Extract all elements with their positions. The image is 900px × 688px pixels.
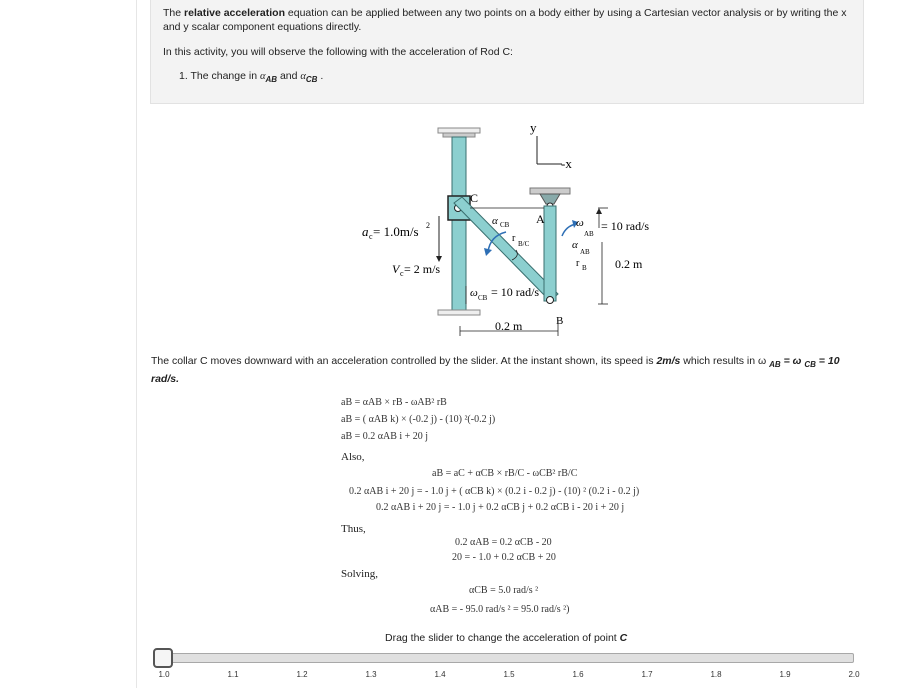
slider-instruction: Drag the slider to change the acceleration of point C <box>385 632 628 644</box>
slider-tick-label: 1.9 <box>779 670 791 679</box>
v-c-label: V <box>392 262 400 276</box>
x-axis-label: -x <box>561 156 572 171</box>
intro-observe-text: In this activity, you will observe the following with the acceleration of Rod C: <box>163 46 513 58</box>
v-c-value: = 2 m/s <box>404 262 441 276</box>
alpha-ab-label: α <box>572 239 578 251</box>
also-label: Also, <box>341 451 365 463</box>
omega-ab-value: = 10 rad/s <box>601 219 650 233</box>
slider-tick-label: 1.8 <box>710 670 722 679</box>
slider-tick-label: 1.7 <box>641 670 653 679</box>
y-axis-label: y <box>530 120 537 135</box>
equation-1: aB = αAB × rB - ωAB² rB <box>341 397 447 408</box>
slider-tick-label: 1.1 <box>227 670 239 679</box>
svg-text:B: B <box>582 264 587 272</box>
equation-9: αCB = 5.0 rad/s ² <box>469 585 539 596</box>
point-b-label: B <box>556 315 564 327</box>
svg-text:CB: CB <box>500 221 510 229</box>
mechanism-figure <box>340 116 670 341</box>
svg-text:CB: CB <box>478 294 488 302</box>
slider-tick-label: 1.0 <box>158 670 170 679</box>
omega-cb-value: = 10 rad/s <box>491 285 540 299</box>
top-left-support <box>438 128 480 133</box>
svg-text:c: c <box>400 269 404 278</box>
slider-tick-label: 1.3 <box>365 670 377 679</box>
svg-text:AB: AB <box>584 230 594 238</box>
bottom-left-support <box>438 310 480 315</box>
equation-8: 20 = - 1.0 + 0.2 αCB + 20 <box>452 552 556 563</box>
slider-tick-label: 1.5 <box>503 670 515 679</box>
omega-cb-label: ω <box>470 287 478 299</box>
solving-label: Solving, <box>341 568 378 580</box>
equation-6: 0.2 αAB i + 20 j = - 1.0 j + 0.2 αCB j + 0.2 αCB i - 20 i + 20 j <box>376 502 625 513</box>
svg-text:AB: AB <box>580 248 590 256</box>
svg-text:B/C: B/C <box>518 240 530 248</box>
slider-tick-label: 1.2 <box>296 670 308 679</box>
slider-tick-label: 2.0 <box>848 670 860 679</box>
thus-label: Thus, <box>341 523 366 535</box>
vertical-guide-rod <box>452 137 466 310</box>
top-right-support <box>530 188 570 194</box>
svg-text:c: c <box>369 232 373 241</box>
equation-2: aB = ( αAB k) × (-0.2 j) - (10) ²(-0.2 j) <box>341 414 496 425</box>
slider-tick-label: 1.4 <box>434 670 446 679</box>
point-a-label: A <box>536 212 545 226</box>
slider-track[interactable] <box>160 653 854 663</box>
a-c-value: = 1.0m/s <box>373 224 419 239</box>
description-text: The collar C moves downward with an acceleration controlled by the slider. At the instant shown, its speed is 2m/s which results in ω $_{AB}$ = ω $_{CB}$ = 10 rad/s. <box>151 355 840 385</box>
slider-handle[interactable] <box>153 648 173 668</box>
pin-b <box>547 297 554 304</box>
dim-vertical-label: 0.2 m <box>615 257 643 271</box>
equation-4: aB = aC + αCB × rB/C - ωCB² rB/C <box>432 468 578 479</box>
equation-10: αAB = - 95.0 rad/s ² = 95.0 rad/s ²) <box>430 604 570 615</box>
point-c-label: C <box>470 191 479 205</box>
omega-ab-label: ω <box>576 217 584 229</box>
intro-paragraph: The relative acceleration equation can be applied between any two points on a body either by using a Cartesian vector analysis or by writing the x and y scalar component equations directly. <box>163 7 847 33</box>
alpha-cb-label: α <box>492 215 498 227</box>
r-b-label: r <box>576 258 580 269</box>
slider-tick-label: 1.6 <box>572 670 584 679</box>
intro-list-item: 1. The change in $\alpha_{AB}$ and $\alpha_{CB}$ . <box>179 70 324 84</box>
r-bc-label: r <box>512 233 516 244</box>
a-c-label: a <box>362 224 369 239</box>
rod-ab <box>544 206 556 301</box>
equation-3: aB = 0.2 αAB i + 20 j <box>341 431 429 442</box>
equation-5: 0.2 αAB i + 20 j = - 1.0 j + ( αCB k) × (0.2 i - 0.2 j) - (10) ² (0.2 i - 0.2 j) <box>349 486 640 497</box>
svg-text:2: 2 <box>426 221 430 230</box>
equation-7: 0.2 αAB = 0.2 αCB - 20 <box>455 537 552 548</box>
dim-horizontal-label: 0.2 m <box>495 319 523 333</box>
intro-panel <box>150 0 864 104</box>
